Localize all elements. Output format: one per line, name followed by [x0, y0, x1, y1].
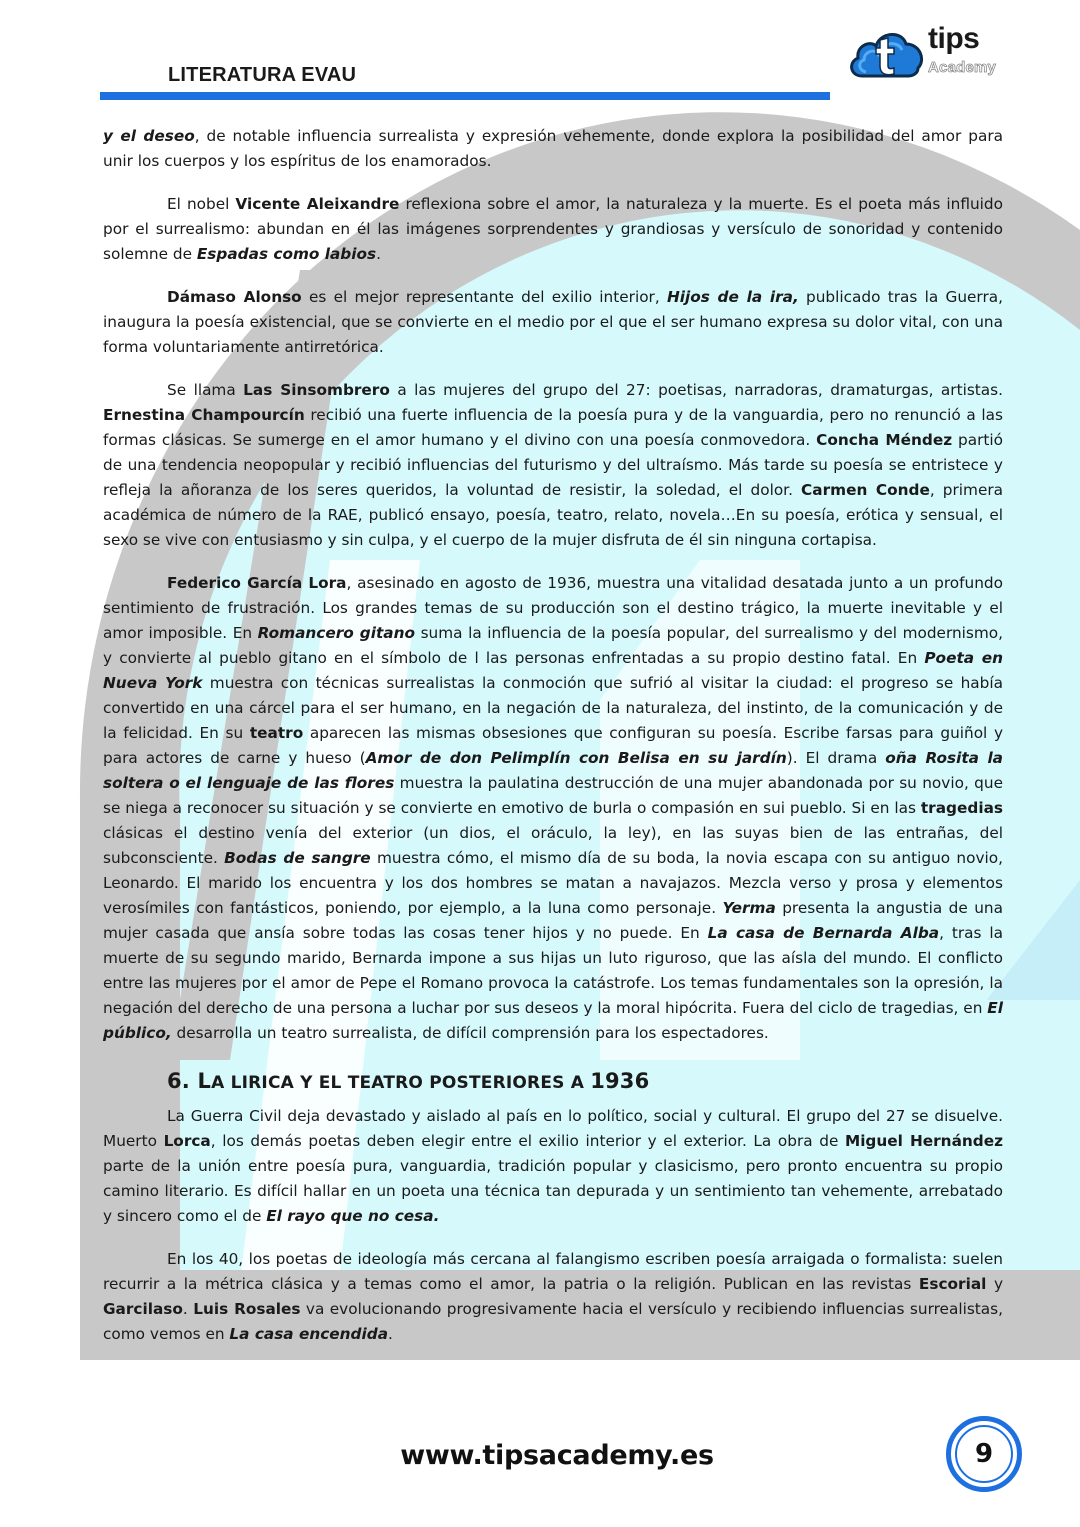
author-name: Vicente Aleixandre	[235, 195, 400, 213]
book-title: El rayo que no cesa.	[266, 1207, 440, 1225]
magazine-name: Garcilaso	[103, 1300, 183, 1318]
document-body	[103, 124, 1003, 1365]
paragraph-text: muestra la paulatina destrucción de una mujer abandonada por su novio, que se niega a reconocer su situación y se convierte en emotivo de burla o compasión en sui pueblo. Si en las	[103, 774, 1003, 817]
paragraph-text: reflexiona sobre el amor, la naturaleza y la muerte. Es el poeta más influido por el surrealismo: abundan en él las imágenes sorprendentes y grandiosas y versículo de sonoridad y contenido solemne de	[103, 195, 1003, 263]
paragraph-damaso-alonso	[103, 285, 1003, 360]
keyword: tragedias	[920, 799, 1003, 817]
book-title: oña Rosita la soltera o el lenguaje de las flores	[103, 749, 1004, 792]
brand-logo	[848, 22, 1008, 82]
paragraph-text: , primera académica de número de la RAE, publicó ensayo, poesía, teatro, relato, novela…En su poesía, erótica y sensual, el sexo se vive con entusiasmo y sin culpa, y el cuerpo de la mujer disfruta de él sin ninguna cortapisa.	[103, 481, 1004, 549]
paragraph-text: aparecen las mismas obsesiones que configuran su poesía. Escribe farsas para guiñol y para actores de carne y hueso (	[103, 724, 1004, 767]
paragraph-text: , los demás poetas deben elegir entre el exilio interior y el exterior. La obra de	[210, 1132, 845, 1150]
author-name: Dámaso Alonso	[167, 288, 302, 306]
header-divider	[100, 92, 830, 100]
paragraph-text: , de notable influencia surrealista y expresión vehemente, donde explora la posibilidad del amor para unir los cuerpos y los espíritus de los enamorados.	[103, 127, 1003, 170]
paragraph-text: clásicas el destino venía del exterior (un dios, el oráculo, la ley), en las suyas bien de las entrañas, del subconsciente.	[103, 824, 1003, 867]
paragraph-text: La Guerra Civil deja devastado y aislado al país en lo político, social y cultural. El grupo del 27 se disuelve. Muerto	[103, 1107, 1003, 1150]
paragraph-text: , asesinado en agosto de 1936, muestra una vitalidad desatada junto a un profundo sentimiento de frustración. Los grandes temas de su producción son el destino trágico, la muerte inevitable y el amor imposible. En	[103, 574, 1003, 642]
paragraph-text: a las mujeres del grupo del 27: poetisas, narradoras, dramaturgas, artistas.	[389, 381, 1003, 399]
paragraph-text: , tras la muerte de su segundo marido, Bernarda impone a sus hijas un luto riguroso, que las aísla del mundo. El conflicto entre las mujeres por el amor de Pepe el Romano provoca la catástrofe. Los temas fundamentales son la opresión, la negación del derecho de una persona a luchar por sus deseos y la moral hipócrita. Fuera del ciclo de tragedias, en	[103, 924, 1003, 1017]
paragraph-aleixandre-continuation	[103, 124, 1003, 174]
paragraph-text: partió de una tendencia neopopular y recibió influencias del futurismo y del ultraísmo. Más tarde su poesía se entristece y refleja la añoranza de los seres queridos, la voluntad de resistir, la soledad, el dolor.	[103, 431, 1004, 499]
author-name: Carmen Conde	[801, 481, 930, 499]
paragraph-text: recibió una fuerte influencia de la poesía pura y de la vanguardia, pero no renunció a las formas clásicas. Se sumerge en el amor humano y el divino con una poesía conmovedora.	[103, 406, 1003, 449]
footer-website-link[interactable]: www.tipsacademy.es	[400, 1440, 714, 1471]
author-name: Miguel Hernández	[844, 1132, 1004, 1150]
author-name: Ernestina Champourcín	[103, 406, 305, 424]
paragraph-text: parte de la unión entre poesía pura, vanguardia, tradición popular y clasicismo, pero pronto encuentra su propio camino literario. Es difícil hallar en un poeta una técnica tan depurada y un sentimiento tan vehemente, arrebatado y sincero como el de	[103, 1157, 1003, 1225]
paragraph-text: .	[376, 245, 381, 263]
book-title: La casa encendida	[229, 1325, 389, 1343]
cloud-t-icon	[848, 26, 926, 82]
section-number: 6.	[167, 1069, 198, 1093]
paragraph-text: y	[986, 1275, 1003, 1293]
author-name: Luis Rosales	[193, 1300, 301, 1318]
book-title: Bodas de sangre	[224, 849, 371, 867]
paragraph-text: muestra con técnicas surrealistas la conmoción que sufrió al visitar la ciudad: el progreso se había convertido en una cárcel para el ser humano, en la negación de la naturaleza, del instinto, de la comunicación y de la felicidad. En su	[103, 674, 1003, 742]
paragraph-guerra-civil	[103, 1104, 1003, 1229]
keyword: teatro	[249, 724, 304, 742]
paragraph-text: muestra cómo, el mismo día de su boda, la novia escapa con su antiguo novio, Leonardo. El marido los encuentra y los dos hombres se matan a navajazos. Mezcla verso y prosa y elementos verosímiles con fantásticos, poniendo, por ejemplo, a la luna como personaje.	[103, 849, 1003, 917]
section-title: A LIRICA Y EL TEATRO POSTERIORES A	[211, 1073, 591, 1093]
author-name: Concha Méndez	[816, 431, 953, 449]
book-title: Espadas como labios	[196, 245, 377, 263]
book-title: Hijos de la ira,	[666, 288, 799, 306]
paragraph-text: ). El drama	[786, 749, 886, 767]
author-name: Lorca	[163, 1132, 211, 1150]
paragraph-text: desarrolla un teatro surrealista, de difícil comprensión para los espectadores.	[171, 1024, 769, 1042]
page-number: 9	[955, 1425, 1013, 1483]
page-number-badge	[946, 1416, 1022, 1492]
paragraph-sinsombrero	[103, 378, 1003, 553]
paragraph-text: Se llama	[167, 381, 244, 399]
document-header-title: LITERATURA EVAU	[168, 64, 357, 86]
logo-wordmark: tips	[928, 22, 980, 55]
section-heading	[167, 1066, 1003, 1098]
paragraph-text: es el mejor representante del exilio interior,	[301, 288, 667, 306]
paragraph-vicente-aleixandre	[103, 192, 1003, 267]
section-title-year: 1936	[590, 1069, 650, 1093]
book-title: y el deseo	[103, 127, 195, 145]
author-name: Federico García Lora	[167, 574, 347, 592]
book-title: Amor de don Pelimplín con Belisa en su jardín	[365, 749, 787, 767]
paragraph-text: El nobel	[167, 195, 236, 213]
group-name: Las Sinsombrero	[243, 381, 390, 399]
paragraph-text: En los 40, los poetas de ideología más cercana al falangismo escriben poesía arraigada o formalista: suelen recurrir a la métrica clásica y a temas como el amor, la patria o la religión. Publican en las revistas	[103, 1250, 1003, 1293]
paragraph-garcia-lorca	[103, 571, 1003, 1046]
paragraph-text: suma la influencia de la poesía popular, del surrealismo y del modernismo, y convierte al pueblo gitano en el símbolo de l las personas enfrentadas a su propio destino fatal. En	[103, 624, 1004, 667]
book-title: Yerma	[722, 899, 776, 917]
paragraph-text: va evolucionando progresivamente hacia el versículo y recibiendo influencias surrealistas, como vemos en	[103, 1300, 1003, 1343]
book-title: Poeta en Nueva York	[103, 649, 1003, 692]
paragraph-text: presenta la angustia de una mujer casada que ansía sobre todas las cosas tener hijos y no puede. En	[103, 899, 1003, 942]
paragraph-text: .	[182, 1300, 194, 1318]
magazine-name: Escorial	[918, 1275, 987, 1293]
logo-subtitle: Academy	[928, 59, 997, 76]
book-title: La casa de Bernarda Alba	[707, 924, 940, 942]
book-title: Romancero gitano	[257, 624, 416, 642]
book-title: El público,	[103, 999, 1003, 1042]
section-title-initial: L	[197, 1069, 212, 1093]
paragraph-text: .	[388, 1325, 393, 1343]
paragraph-anos-40	[103, 1247, 1003, 1347]
paragraph-text: publicado tras la Guerra, inaugura la poesía existencial, que se convierte en el medio por el que el ser humano expresa su dolor vital, con una forma voluntariamente antirretórica.	[103, 288, 1003, 356]
